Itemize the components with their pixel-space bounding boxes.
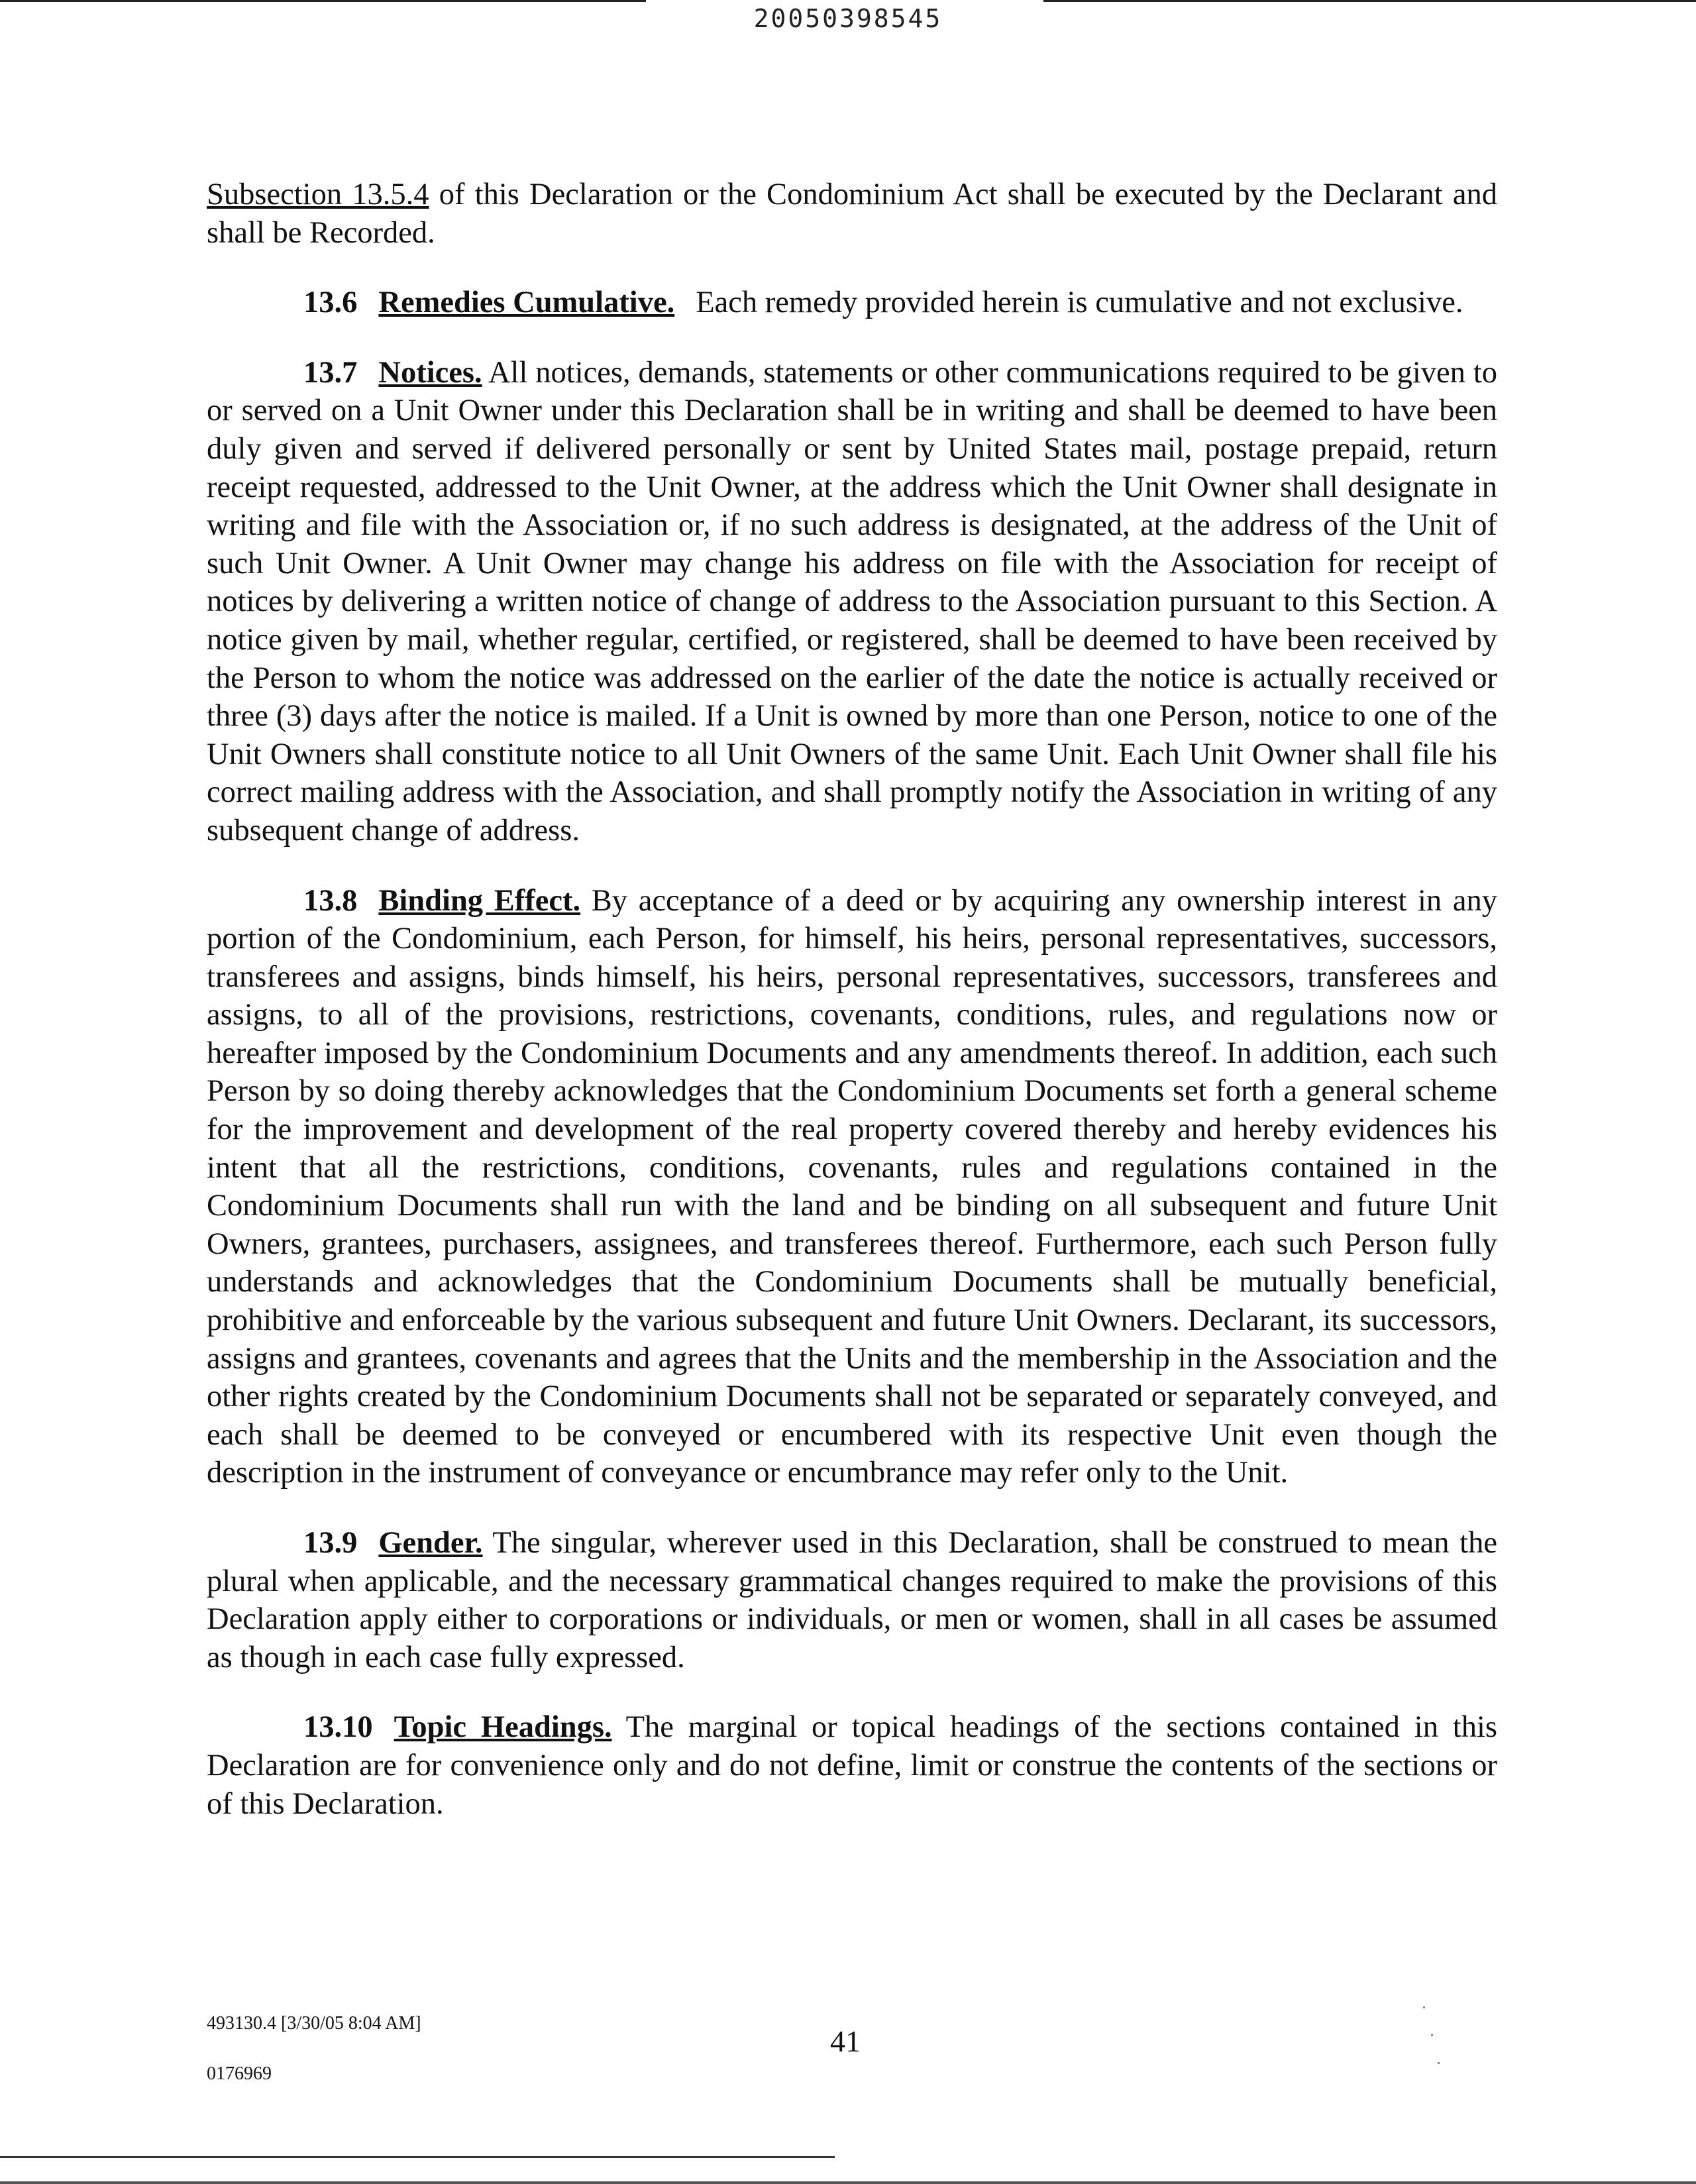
bottom-rule — [0, 2156, 835, 2158]
section-text: All notices, demands, statements or other communications required to be given to or served on a Unit Owner under this Declaration shall be in writing and shall be deemed to have been duly given and served if delivered personally or sent by United States mail, postage prepaid, return receipt requested, addressed to the Unit Owner, at the address which the Unit Owner shall designate in writing and file with the Association or, if no such address is designated, at the address of the Unit of such Unit Owner. A Unit Owner may change his address on file with the Association for receipt of notices by delivering a written notice of change of address to the Association pursuant to this Section. A notice given by mail, whether regular, certified, or registered, shall be deemed to have been received by the Person to whom the notice was addressed on the earlier of the date the notice is actually received or three (3) days after the notice is mailed. If a Unit is owned by more than one Person, notice to one of the Unit Owners shall constitute notice to all Unit Owners of the same Unit. Each Unit Owner shall file his correct mailing address with the Association, and shall promptly notify the Association in writing of any subsequent change of address. — [207, 355, 1497, 847]
scan-speck — [1431, 2034, 1433, 2036]
document-number: 20050398545 — [753, 4, 943, 33]
document-body — [207, 176, 1497, 1823]
header-rule-right — [1043, 0, 1696, 2]
footer-doc-ref: 493130.4 [3/30/05 8:04 AM] — [207, 2013, 421, 2034]
section-number: 13.7 — [303, 355, 358, 390]
section-13-6 — [207, 284, 1497, 322]
scan-bottom-edge — [0, 2181, 1696, 2184]
section-number: 13.6 — [303, 286, 358, 320]
section-text: The singular, wherever used in this Declaration, shall be construed to mean the plural when applicable, and the necessary grammatical changes required to make the provisions of this Declaration apply either to corporations or individuals, or men or women, shall in all cases be assumed as though in each case fully expressed. — [207, 1526, 1497, 1674]
section-text: By acceptance of a deed or by acquiring any ownership interest in any portion of the Condominium, each Person, for himself, his heirs, personal representatives, successors, transferees and assigns, binds himself, his heirs, personal representatives, successors, transferees and assigns, to all of the provisions, restrictions, covenants, conditions, rules, and regulations now or hereafter imposed by the Condominium Documents and any amendments thereof. In addition, each such Person by so doing thereby acknowledges that the Condominium Documents set forth a general scheme for the improvement and development of the real property covered thereby and hereby evidences his intent that all the restrictions, conditions, covenants, rules and regulations contained in the Condominium Documents shall run with the land and be binding on all subsequent and future Unit Owners, grantees, purchasers, assignees, and transferees thereof. Furthermore, each such Person fully understands and acknowledges that the Condominium Documents shall be mutually beneficial, prohibitive and enforceable by the various subsequent and future Unit Owners. Declarant, its successors, assigns and grantees, covenants and agrees that the Units and the membership in the Association and the other rights created by the Condominium Documents shall not be separated or separately conveyed, and each shall be deemed to be conveyed or encumbered with its respective Unit even though the description in the instrument of conveyance or encumbrance may refer only to the Unit. — [207, 883, 1497, 1490]
section-number: 13.8 — [303, 883, 358, 918]
section-13-8 — [207, 882, 1497, 1493]
section-heading: Gender. — [378, 1526, 483, 1560]
section-text: The marginal or topical headings of the sections contained in this Declaration are for convenience only and do not define, limit or construe the contents of the sections or of this Declaration. — [207, 1710, 1497, 1821]
page-number: 41 — [830, 2024, 861, 2058]
section-heading: Topic Headings. — [394, 1710, 612, 1745]
section-heading: Remedies Cumulative. — [378, 286, 675, 320]
section-heading: Notices. — [378, 355, 482, 390]
section-number: 13.10 — [303, 1710, 373, 1745]
footer-doc-id: 0176969 — [207, 2063, 272, 2084]
section-number: 13.9 — [303, 1526, 358, 1560]
section-text: Each remedy provided herein is cumulative and not exclusive. — [696, 286, 1463, 320]
intro-text: of this Declaration or the Condominium Act shall be executed by the Declarant and shall be Recorded. — [207, 178, 1498, 250]
footer-references — [207, 1998, 421, 2099]
section-13-7 — [207, 354, 1497, 850]
section-13-10 — [207, 1708, 1497, 1823]
section-heading: Binding Effect. — [378, 883, 581, 918]
subsection-reference: Subsection 13.5.4 — [207, 178, 429, 211]
scan-speck — [1423, 2006, 1425, 2008]
scan-speck — [1438, 2062, 1440, 2064]
intro-paragraph — [207, 176, 1497, 252]
section-13-9 — [207, 1524, 1497, 1676]
header-rule-left — [0, 0, 646, 2]
